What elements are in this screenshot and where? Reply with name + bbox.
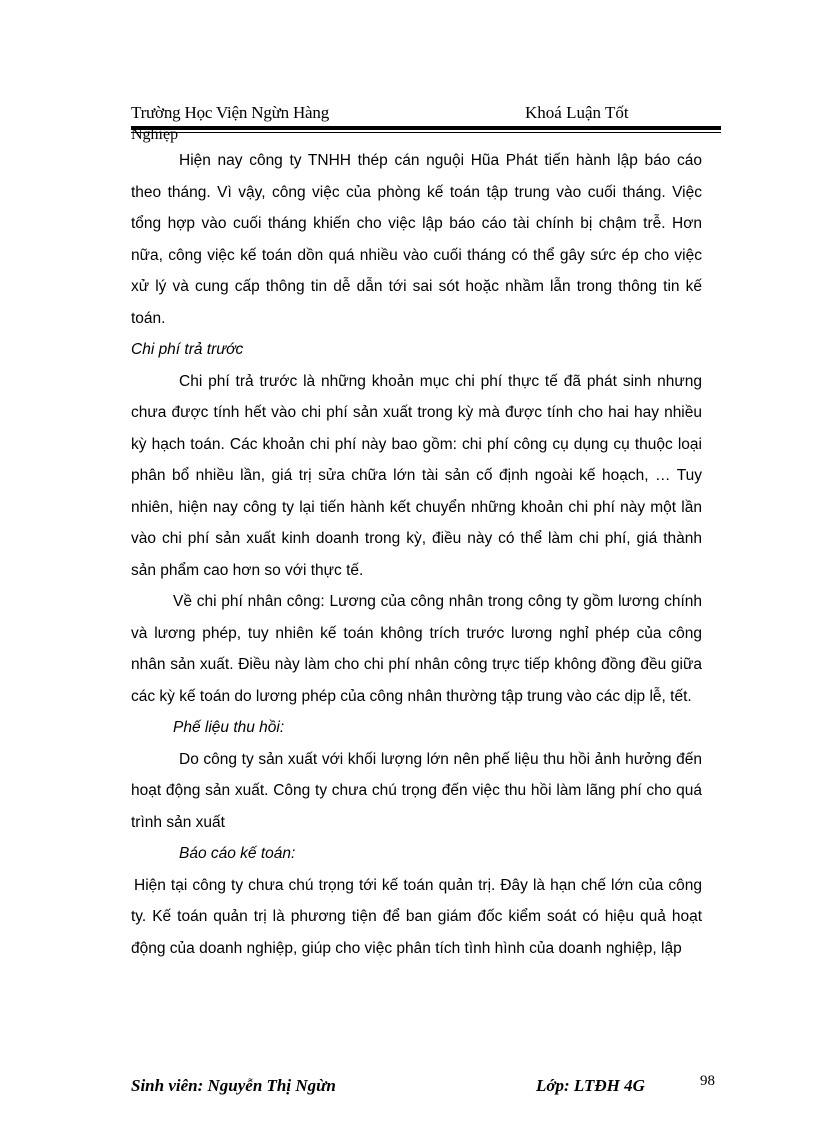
footer-class: Lớp: LTĐH 4G: [536, 1076, 645, 1095]
footer-student: Sinh viên: Nguyễn Thị Ngừn: [131, 1076, 336, 1095]
body-paragraph: Chi phí trả trước là những khoản mục chi phí thực tế đã phát sinh nhưng chưa được tính hết vào chi phí sản xuất trong kỳ mà được tính cho hai hay nhiều kỳ hạch toán. Các khoản chi phí này bao gồm: chi phí công cụ dụng cụ thuộc loại phân bổ nhiều lần, giá trị sửa chữa lớn tài sản cố định ngoài kế hoạch, … Tuy nhiên, hiện nay công ty lại tiến hành kết chuyển những khoản chi phí này một lần vào chi phí sản xuất kinh doanh trong kỳ, điều này có thể làm chi phí, giá thành sản phẩm cao hơn so với thực tế.: [131, 372, 702, 579]
header-thesis-title: Khoá Luận Tốt: [525, 103, 629, 122]
document-body: [131, 145, 702, 964]
body-paragraph: Do công ty sản xuất với khối lượng lớn nên phế liệu thu hồi ảnh hưởng đến hoạt động sản xuất. Công ty chưa chú trọng đến việc thu hồi làm lãng phí cho quá trình sản xuất: [131, 750, 702, 831]
body-paragraph: Hiện tại công ty chưa chú trọng tới kế toán quản trị. Đây là hạn chế lớn của công ty. Kế toán quản trị là phương tiện để ban giám đốc kiểm soát có hiệu quả hoạt động của doanh nghiệp, giúp cho việc phân tích tình hình của doanh nghiệp, lập: [131, 876, 702, 957]
header-rule-thick: [131, 126, 721, 130]
section-heading: Báo cáo kế toán:: [179, 845, 296, 862]
section-heading: Chi phí trả trước: [131, 341, 244, 358]
body-paragraph: Về chi phí nhân công: Lương của công nhân trong công ty gồm lương chính và lương phép, tuy nhiên kế toán không trích trước lương nghỉ phép của công nhân sản xuất. Điều này làm cho chi phí nhân công trực tiếp không đồng đều giữa các kỳ kế toán do lương phép của công nhân thường tập trung vào các dịp lễ, tết.: [131, 593, 702, 705]
header-rule-thin: [131, 132, 721, 133]
section-heading: Phế liệu thu hồi:: [173, 719, 285, 736]
body-paragraph: Hiện nay công ty TNHH thép cán nguội Hũa Phát tiến hành lập báo cáo theo tháng. Vì vậy, công việc của phòng kế toán tập trung vào cuối tháng. Việc tổng hợp vào cuối tháng khiến cho việc lập báo cáo tài chính bị chậm trễ. Hơn nữa, công việc kế toán dồn quá nhiều vào cuối tháng có thể gây sức ép cho việc xử lý và cung cấp thông tin dễ dẫn tới sai sót hoặc nhầm lẫn trong thông tin kế toán.: [131, 152, 702, 327]
header-school: Trường Học Viện Ngừn Hàng: [131, 103, 330, 122]
header-continuation: Nghiệp: [131, 126, 179, 143]
page-number: 98: [700, 1073, 715, 1089]
